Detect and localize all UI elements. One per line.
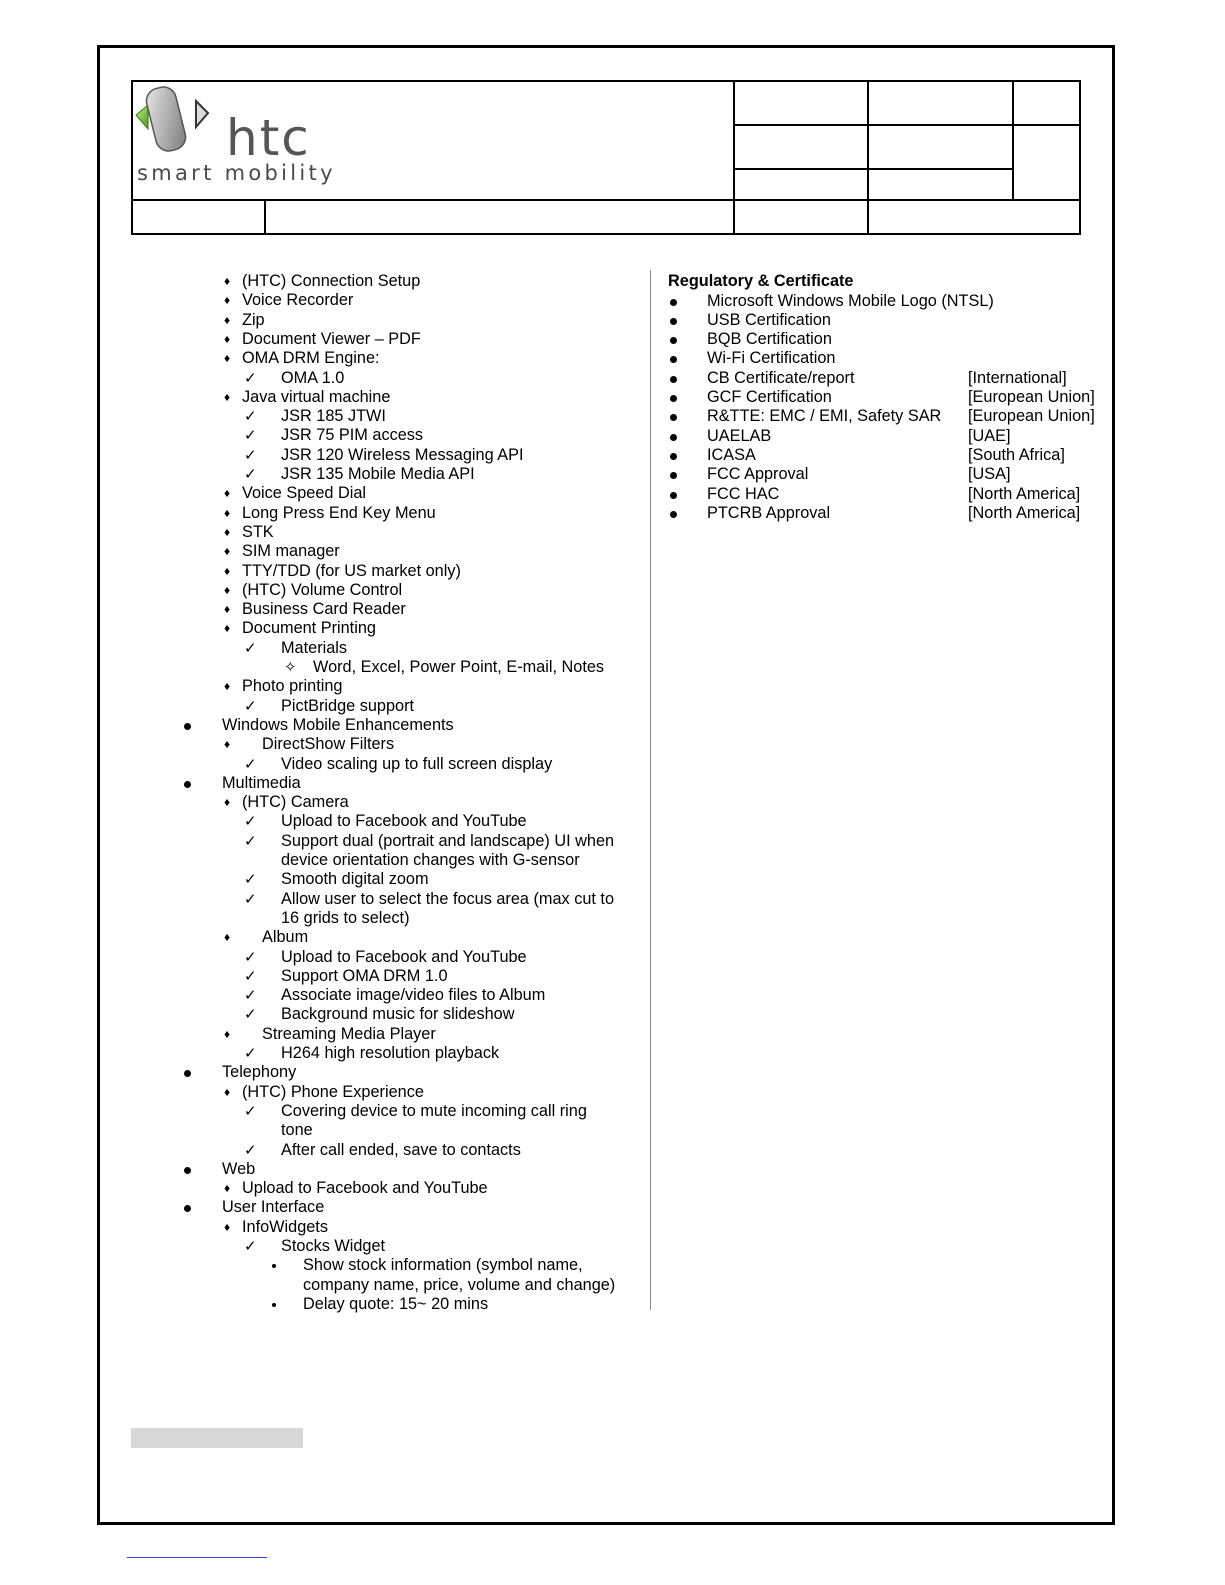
feature-item: Album	[262, 928, 309, 947]
feature-item: JSR 75 PIM access	[281, 426, 424, 445]
diamond-bullet-icon: ♦	[224, 293, 231, 308]
diamond-bullet-icon: ♦	[224, 795, 231, 810]
diamond-bullet-icon: ♦	[224, 486, 231, 501]
diamond-bullet-icon: ♦	[224, 331, 231, 346]
feature-item: Windows Mobile Enhancements	[222, 715, 454, 734]
column-divider	[650, 270, 651, 1310]
feature-item: JSR 120 Wireless Messaging API	[281, 445, 524, 464]
feature-item: (HTC) Camera	[242, 793, 349, 812]
certificate-region: [North America]	[968, 503, 1081, 522]
feature-item: User Interface	[222, 1198, 325, 1217]
header-rule	[733, 80, 735, 235]
feature-item: H264 high resolution playback	[281, 1044, 500, 1062]
feature-item: Multimedia	[222, 773, 301, 792]
feature-item: (HTC) Connection Setup	[242, 272, 421, 290]
bullet-marker	[184, 723, 191, 730]
feature-item: 16 grids to select)	[281, 908, 410, 927]
checkmark-icon: ✓	[244, 427, 257, 445]
feature-item: OMA DRM Engine:	[242, 349, 380, 368]
checkmark-icon: ✓	[244, 987, 257, 1005]
diamond-bullet-icon: ♦	[224, 351, 231, 366]
diamond-bullet-icon: ♦	[224, 524, 231, 539]
certificate-name: BQB Certification	[707, 330, 832, 349]
feature-item: Telephony	[222, 1063, 297, 1082]
feature-item: After call ended, save to contacts	[281, 1140, 521, 1159]
feature-item: Allow user to select the focus area (max cut to	[281, 889, 615, 908]
feature-item: Background music for slideshow	[281, 1005, 515, 1024]
logo-wordmark: htc	[226, 109, 311, 167]
checkmark-icon: ✓	[244, 446, 257, 464]
feature-item: Business Card Reader	[242, 600, 406, 619]
certificate-name: USB Certification	[707, 310, 831, 329]
certificate-name: GCF Certification	[707, 388, 832, 406]
header-rule	[733, 168, 1013, 170]
feature-item: Upload to Facebook and YouTube	[242, 1179, 488, 1198]
certificate-name: CB Certificate/report	[707, 368, 855, 387]
feature-item: Support dual (portrait and landscape) UI when	[281, 831, 615, 850]
feature-item: Voice Speed Dial	[242, 484, 367, 503]
header-rule	[867, 80, 869, 235]
diamond-bullet-icon: ♦	[224, 930, 231, 945]
feature-item: STK	[242, 522, 274, 541]
checkmark-icon: ✓	[244, 1238, 257, 1255]
diamond-bullet-icon: ♦	[224, 563, 231, 578]
feature-item: Java virtual machine	[242, 387, 391, 406]
checkmark-icon: ✓	[244, 697, 257, 715]
footer-gray-block	[131, 1428, 303, 1448]
diamond-bullet-icon: ♦	[224, 1181, 231, 1196]
checkmark-icon: ✓	[244, 639, 257, 657]
feature-item: (HTC) Phone Experience	[242, 1082, 424, 1101]
checkmark-icon: ✓	[244, 832, 257, 850]
certificate-name: Wi-Fi Certification	[707, 349, 836, 368]
feature-item: Associate image/video files to Album	[281, 986, 546, 1005]
feature-item: company name, price, volume and change)	[303, 1275, 616, 1294]
logo-tagline: smart mobility	[137, 161, 336, 185]
certificate-name: FCC HAC	[707, 484, 780, 503]
feature-item: Web	[222, 1159, 256, 1178]
feature-item: Covering device to mute incoming call ring	[281, 1101, 587, 1120]
header-rule	[131, 199, 1081, 201]
certificate-region: [North America]	[968, 484, 1081, 503]
bullet-marker	[670, 434, 677, 441]
checkmark-icon: ✓	[244, 967, 257, 985]
diamond-bullet-icon: ♦	[224, 582, 231, 597]
header-rule	[1012, 80, 1014, 200]
certificate-name: R&TTE: EMC / EMI, Safety SAR	[707, 407, 942, 426]
regulatory-heading: Regulatory & Certificate	[668, 272, 854, 290]
feature-item: SIM manager	[242, 542, 340, 561]
feature-item: JSR 185 JTWI	[281, 407, 386, 426]
checkmark-icon: ✓	[244, 1006, 257, 1024]
bullet-marker	[670, 299, 677, 306]
checkmark-icon: ✓	[244, 755, 257, 773]
diamond-bullet-icon: ♦	[224, 1219, 231, 1234]
bullet-marker	[670, 492, 677, 499]
bullet-marker	[670, 511, 677, 518]
diamond-bullet-icon: ♦	[224, 544, 231, 559]
diamond-bullet-icon: ♦	[224, 602, 231, 617]
bullet-marker	[670, 395, 677, 402]
feature-item: PictBridge support	[281, 696, 415, 715]
feature-item: Document Viewer – PDF	[242, 329, 421, 348]
diamond-bullet-icon: ♦	[224, 621, 231, 636]
feature-item: OMA 1.0	[281, 368, 345, 387]
star-bullet-icon: ✧	[284, 659, 297, 676]
feature-item: Show stock information (symbol name,	[303, 1256, 583, 1275]
certificate-name: FCC Approval	[707, 465, 809, 484]
checkmark-icon: ✓	[244, 1045, 257, 1062]
checkmark-icon: ✓	[244, 890, 257, 908]
feature-item: Materials	[281, 638, 348, 657]
feature-item: InfoWidgets	[242, 1217, 328, 1236]
feature-item: Stocks Widget	[281, 1237, 386, 1255]
feature-item: Long Press End Key Menu	[242, 503, 436, 522]
certificate-name: ICASA	[707, 445, 756, 464]
diamond-bullet-icon: ♦	[224, 1084, 231, 1099]
checkmark-icon: ✓	[244, 948, 257, 966]
diamond-bullet-icon: ♦	[224, 1026, 231, 1041]
footer-link-underline	[127, 1557, 267, 1558]
feature-item: Document Printing	[242, 619, 376, 638]
feature-item: device orientation changes with G-sensor	[281, 851, 580, 869]
checkmark-icon: ✓	[244, 813, 257, 831]
bullet-marker	[272, 1303, 276, 1307]
feature-item: Upload to Facebook and YouTube	[281, 812, 527, 831]
certificate-region: [International]	[968, 368, 1067, 387]
feature-item: Upload to Facebook and YouTube	[281, 947, 527, 966]
bullet-marker	[184, 1167, 191, 1174]
diamond-bullet-icon: ♦	[224, 679, 231, 694]
feature-item: Zip	[242, 310, 265, 329]
certificate-region: [European Union]	[968, 388, 1095, 406]
feature-item: JSR 135 Mobile Media API	[281, 465, 475, 483]
checkmark-icon: ✓	[244, 1102, 257, 1120]
certificate-region: [South Africa]	[968, 445, 1065, 464]
bullet-marker	[670, 318, 677, 325]
certificate-name: Microsoft Windows Mobile Logo (NTSL)	[707, 291, 994, 310]
bullet-marker	[670, 453, 677, 460]
checkmark-icon: ✓	[244, 408, 257, 426]
bullet-marker	[184, 781, 191, 788]
feature-item: Streaming Media Player	[262, 1024, 436, 1043]
feature-item: (HTC) Volume Control	[242, 580, 403, 599]
feature-item: Word, Excel, Power Point, E-mail, Notes	[313, 658, 605, 676]
certificate-name: PTCRB Approval	[707, 503, 831, 522]
header-rule	[733, 124, 1081, 126]
header-rule	[264, 199, 266, 235]
diamond-bullet-icon: ♦	[224, 312, 231, 327]
checkmark-icon: ✓	[244, 1141, 257, 1159]
bullet-marker	[670, 376, 677, 383]
diamond-bullet-icon: ♦	[224, 737, 231, 752]
feature-item: DirectShow Filters	[262, 735, 395, 754]
checkmark-icon: ✓	[244, 871, 257, 889]
feature-item: tone	[281, 1121, 313, 1140]
diamond-bullet-icon: ♦	[224, 389, 231, 404]
feature-item: Support OMA DRM 1.0	[281, 966, 448, 985]
feature-item: Smooth digital zoom	[281, 870, 429, 889]
diamond-bullet-icon: ♦	[224, 274, 231, 288]
feature-item: Photo printing	[242, 677, 343, 696]
certificate-region: [European Union]	[968, 407, 1095, 426]
certificate-name: UAELAB	[707, 426, 772, 445]
certificate-region: [UAE]	[968, 426, 1011, 445]
diamond-bullet-icon: ♦	[224, 505, 231, 520]
feature-item: Video scaling up to full screen display	[281, 754, 553, 773]
feature-item: TTY/TDD (for US market only)	[242, 561, 461, 580]
certificate-region: [USA]	[968, 465, 1011, 484]
feature-item: Voice Recorder	[242, 291, 354, 310]
feature-item: Delay quote: 15~ 20 mins	[303, 1294, 489, 1313]
checkmark-icon: ✓	[244, 466, 257, 483]
checkmark-icon: ✓	[244, 369, 257, 387]
